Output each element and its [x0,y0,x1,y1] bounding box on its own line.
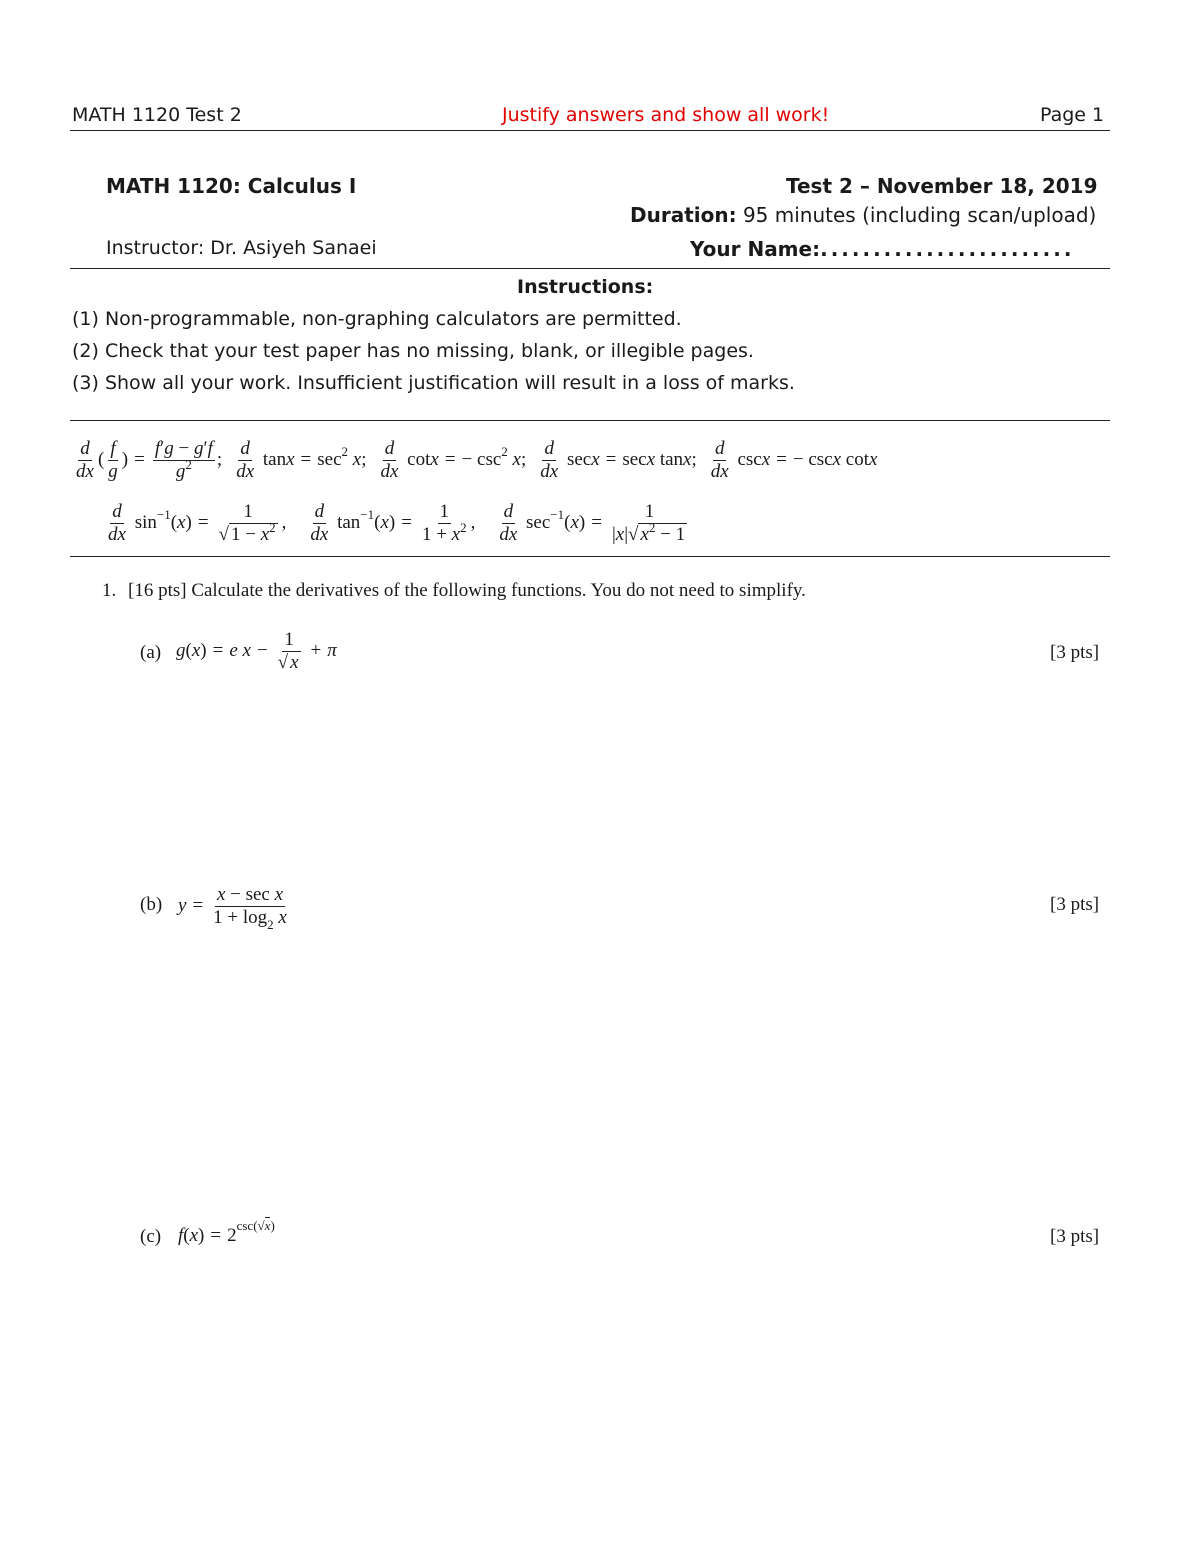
instruction-2: (2) Check that your test paper has no missing, blank, or illegible pages. [72,340,754,362]
duration-value: 95 minutes (including scan/upload) [742,203,1097,227]
question-text: [16 pts] Calculate the derivatives of the following functions. You do not need to simplify. [128,580,806,601]
course-title: MATH 1120: Calculus I [106,174,357,198]
formula-row-1: $\frac{d}{dx}$ ( $\frac{f}{g}$ ) = $\frac{f'g - g'f}{g^2}$ ; $\frac{d}{dx}$ tan x = sec 2 x ; $\frac{d}{dx}$ cot x = − csc 2 x ; $\frac{d}{dx}$ sec x = sec x tan x ; $\frac{d}{dx}$ csc x = − csc x cot x [76,437,878,482]
part-c-points: [3 pts] [1050,1226,1100,1247]
header-rule [70,130,1110,131]
part-c-label: (c) [140,1226,162,1247]
duration [630,203,1096,227]
header-right: Page 1 [1040,104,1105,126]
duration-label: Duration: [630,203,737,227]
part-b-label: (b) [140,894,163,915]
name-label: Your Name: [690,237,821,261]
instructions-heading: Instructions: [517,276,654,298]
instructor: Instructor: Dr. Asiyeh Sanaei [106,237,377,259]
instruction-3: (3) Show all your work. Insufficient justification will result in a loss of marks. [72,372,795,394]
part-b-equation: y = $\frac{\text{x − sec x}}{1 + \log_2 x}$ [178,883,287,932]
part-a-points: [3 pts] [1050,642,1100,663]
instructions-rule [70,420,1110,421]
part-a-equation: g ( x ) = e x − $\frac{1}{√ x}$ + π [176,628,337,673]
part-c-equation: f ( x ) = 2 csc(√x) [178,1218,275,1246]
test-date: Test 2 – November 18, 2019 [786,174,1098,198]
header-left: MATH 1120 Test 2 [72,104,242,126]
question-number: 1. [102,580,117,601]
title-rule [70,268,1110,269]
header-center: Justify answers and show all work! [502,104,830,126]
formula-rule [70,556,1110,557]
part-b-points: [3 pts] [1050,894,1100,915]
formula-row-2: $\frac{d}{dx}$ sin −1 ( x ) = $\frac{1}{√ 1 - x^2}$ , $\frac{d}{dx}$ tan −1 ( x ) = $\frac{1}{1 + x^2}$ , $\frac{d}{dx}$ sec −1 ( x ) = $\frac{1}{|x|√ x^2 - 1}$ [108,500,686,545]
name-field [690,237,1074,261]
instruction-1: (1) Non-programmable, non-graphing calculators are permitted. [72,308,682,330]
name-dots: ........................ [820,237,1075,261]
part-a-label: (a) [140,642,162,663]
